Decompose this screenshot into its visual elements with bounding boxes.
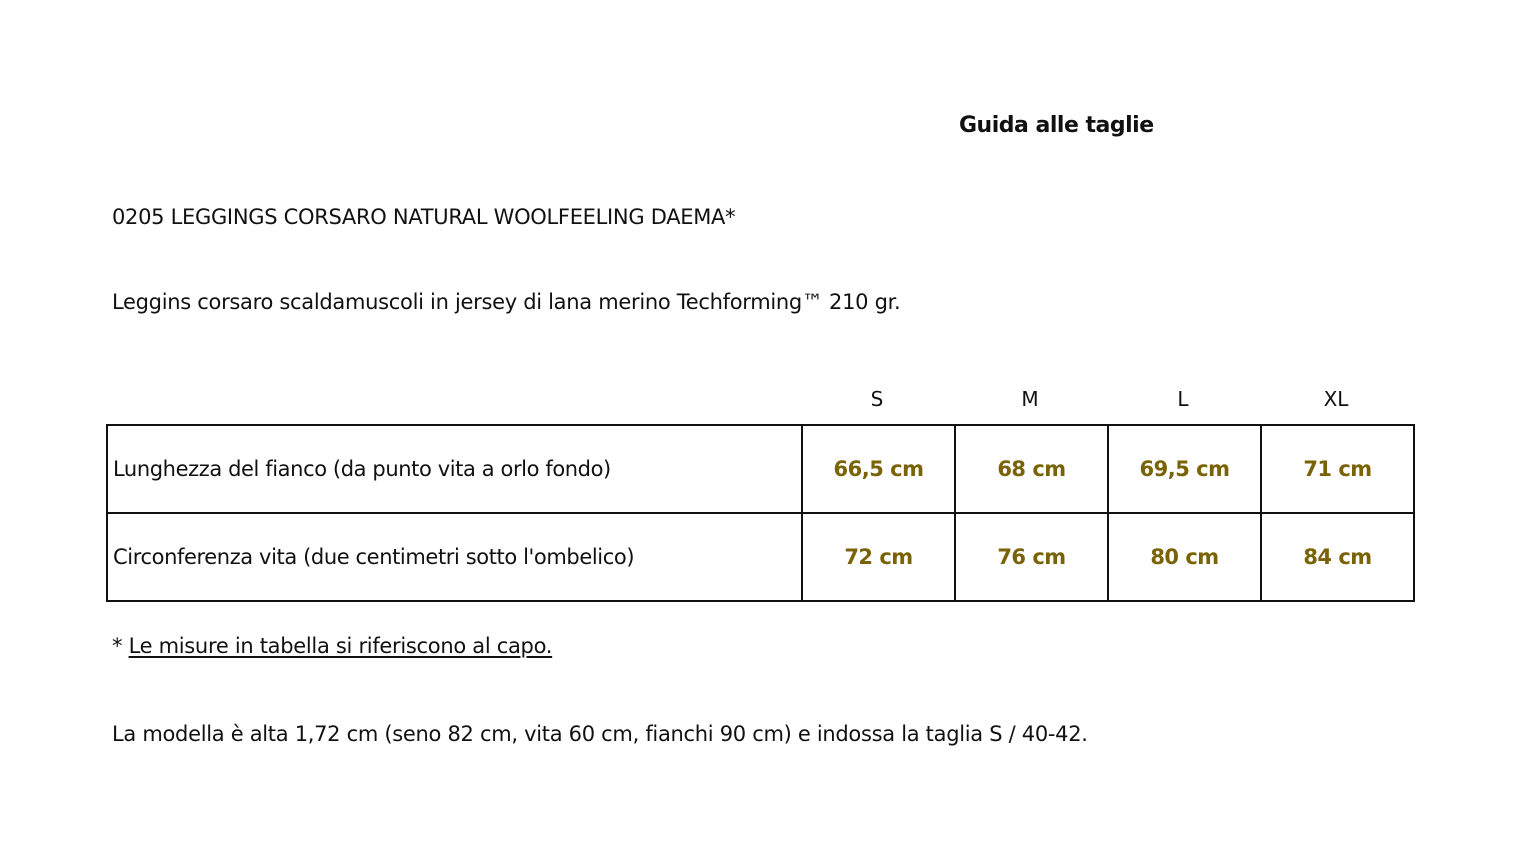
size-header-xl: XL xyxy=(1323,387,1349,411)
measurement-label: Circonferenza vita (due centimetri sotto l'ombelico) xyxy=(107,513,802,601)
measurement-value: 66,5 cm xyxy=(802,425,955,513)
size-header-m: M xyxy=(1021,387,1039,411)
measurement-value: 69,5 cm xyxy=(1108,425,1261,513)
note-asterisk: * xyxy=(112,634,129,658)
page-title: Guida alle taglie xyxy=(959,113,1154,138)
size-header-s: S xyxy=(870,387,884,411)
measurement-value: 71 cm xyxy=(1261,425,1414,513)
measurement-value: 68 cm xyxy=(955,425,1108,513)
product-description: Leggins corsaro scaldamuscoli in jersey di lana merino Techforming™ 210 gr. xyxy=(112,290,901,314)
size-header-l: L xyxy=(1177,387,1189,411)
measurement-label: Lunghezza del fianco (da punto vita a orlo fondo) xyxy=(107,425,802,513)
table-row xyxy=(107,513,1414,601)
size-table xyxy=(106,424,1415,602)
measurement-value: 84 cm xyxy=(1261,513,1414,601)
model-info: La modella è alta 1,72 cm (seno 82 cm, vita 60 cm, fianchi 90 cm) e indossa la taglia S / 40-42. xyxy=(112,722,1088,746)
product-code: 0205 LEGGINGS CORSARO NATURAL WOOLFEELING DAEMA* xyxy=(112,205,736,229)
table-row xyxy=(107,425,1414,513)
measurement-note xyxy=(112,634,552,658)
measurement-value: 72 cm xyxy=(802,513,955,601)
note-link[interactable]: Le misure in tabella si riferiscono al capo. xyxy=(128,634,553,658)
measurement-value: 80 cm xyxy=(1108,513,1261,601)
measurement-value: 76 cm xyxy=(955,513,1108,601)
